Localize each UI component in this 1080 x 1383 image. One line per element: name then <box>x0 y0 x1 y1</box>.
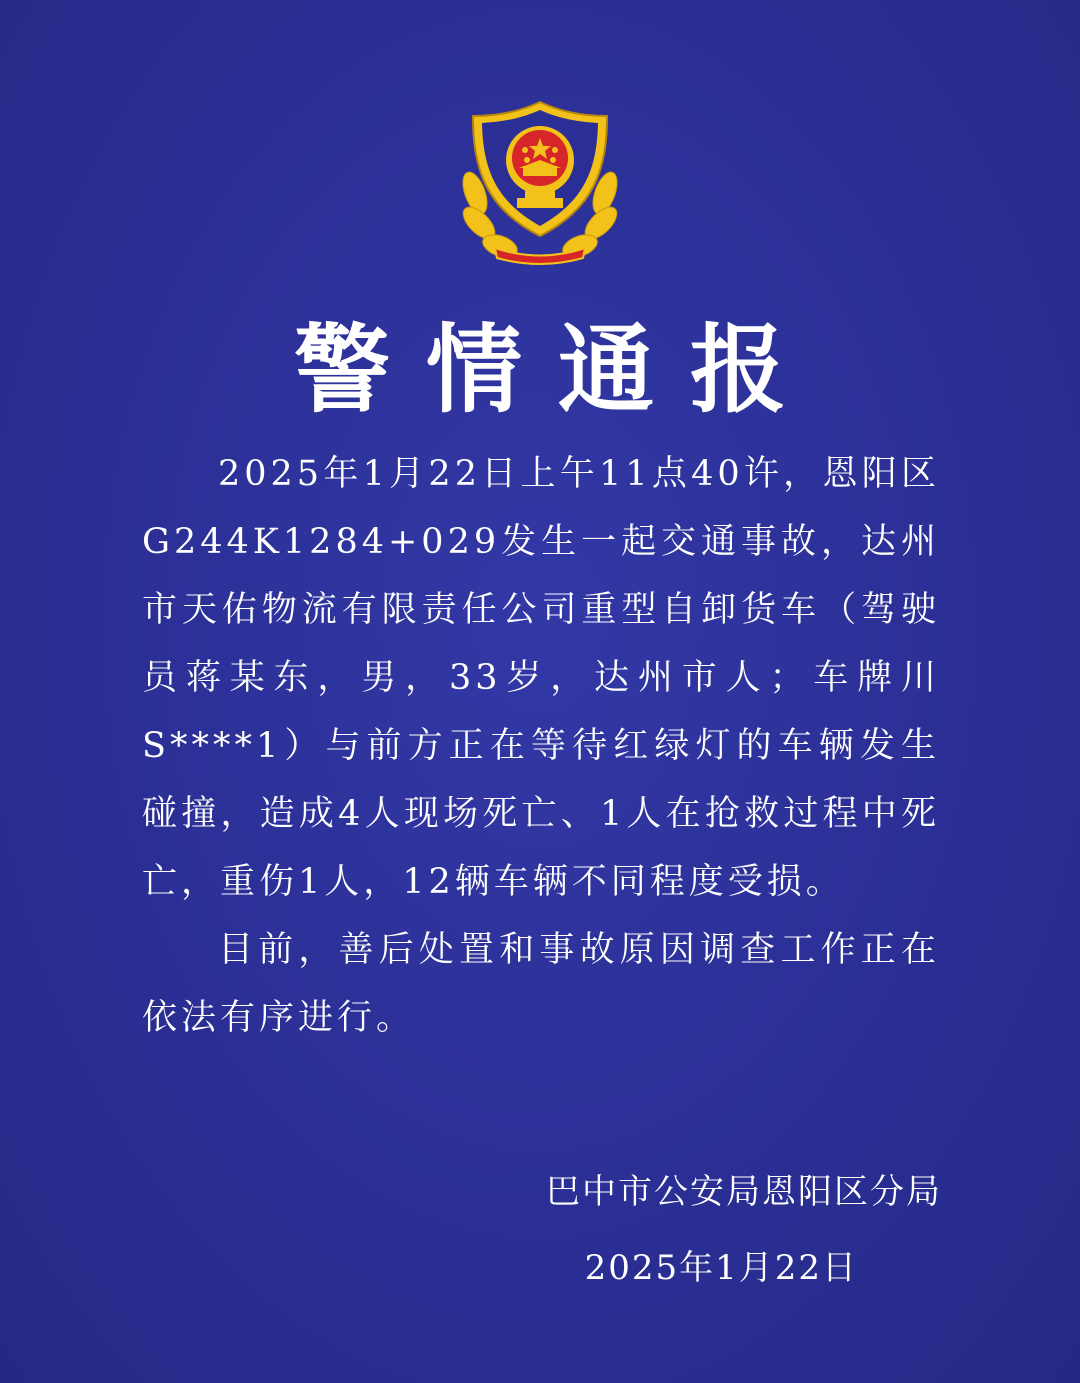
notice-signature <box>546 1160 942 1300</box>
issue-date: 2025年1月22日 <box>584 1248 858 1288</box>
police-emblem-icon <box>455 98 625 268</box>
issuer-name: 巴中市公安局恩阳区分局 <box>546 1172 942 1212</box>
notice-title: 警情通报 <box>294 314 822 426</box>
notice-paragraph-2: 目前，善后处置和事故原因调查工作正在依法有序进行。 <box>142 930 940 1038</box>
notice-paragraph-1: 2025年1月22日上午11点40许，恩阳区G244K1284+029发生一起交通事故，达州市天佑物流有限责任公司重型自卸货车（驾驶员蒋某东，男，33岁，达州市人；车牌川S****1）与前方正在等待红绿灯的车辆发生碰撞，造成4人现场死亡、1人在抢救过程中死亡，重伤1人，12辆车辆不同程度受损。 <box>142 454 940 902</box>
notice-body <box>142 440 940 1052</box>
